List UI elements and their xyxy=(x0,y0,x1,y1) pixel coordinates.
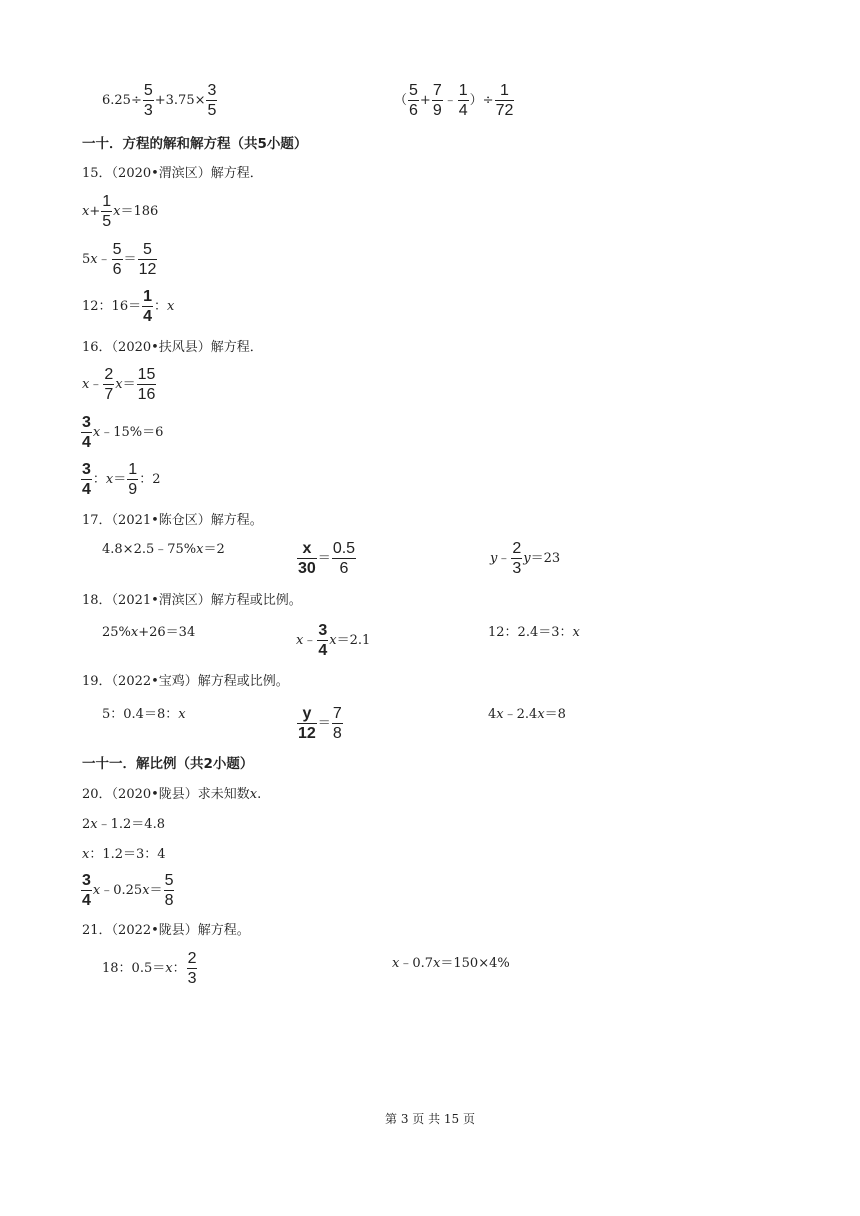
text: ﹣ xyxy=(443,93,457,108)
expr-top-left xyxy=(102,82,218,119)
equation: y ﹣ $\frac{2}{3}$ y ＝23 xyxy=(490,540,561,577)
question-title: 15．（2020•渭滨区）解方程． xyxy=(82,166,263,181)
text: + xyxy=(419,93,431,108)
question-title: 16．（2020•扶风县）解方程． xyxy=(82,340,263,355)
equation: $\frac{x}{30}$ ＝ $\frac{0.5}{6}$ xyxy=(298,540,356,577)
fraction: $\frac{y}{12}$ xyxy=(298,705,316,742)
equation: 5：0.4＝8： x xyxy=(102,707,186,722)
equation: 2 x ﹣1.2＝4.8 xyxy=(82,817,165,832)
fraction: $\frac{5}{6}$ xyxy=(409,82,418,119)
page-footer: 第 3 页 共 15 页 xyxy=(385,1112,475,1126)
equation: $\frac{3}{4}$ x ﹣15%＝6 xyxy=(82,414,164,451)
fraction: $\frac{2}{3}$ xyxy=(187,950,197,987)
fraction: $\frac{x}{30}$ xyxy=(298,540,316,577)
question-title: 19．（2022•宝鸡）解方程或比例。 xyxy=(82,674,289,689)
equation: x ﹣0.7 x ＝150×4% xyxy=(392,956,510,971)
equation: $\frac{3}{4}$ x ﹣0.25 x ＝ $\frac{5}{8}$ xyxy=(82,872,174,909)
fraction: $\frac{1}{5}$ xyxy=(102,193,112,230)
expr-top-right xyxy=(394,82,515,119)
equation: $\frac{y}{12}$ ＝ $\frac{7}{8}$ xyxy=(298,705,342,742)
fraction: $\frac{5}{6}$ xyxy=(112,241,122,278)
fraction: $\frac{1}{4}$ xyxy=(458,82,468,119)
fraction: $\frac{5}{3}$ xyxy=(143,82,153,119)
question-title: 21．（2022•陇县）解方程。 xyxy=(82,923,250,938)
fraction: $\frac{5}{8}$ xyxy=(164,872,174,909)
equation: 4 x ﹣2.4 x ＝8 xyxy=(488,707,566,722)
fraction: $\frac{2}{3}$ xyxy=(512,540,522,577)
equation: 4.8×2.5﹣75% x ＝2 xyxy=(102,542,225,557)
fraction: $\frac{0.5}{6}$ xyxy=(332,540,356,577)
fraction: $\frac{7}{9}$ xyxy=(432,82,442,119)
question-title: 17．（2021•陈仓区）解方程。 xyxy=(82,513,263,528)
fraction: $\frac{3}{4}$ xyxy=(318,622,328,659)
fraction: $\frac{1}{9}$ xyxy=(128,461,138,498)
equation: $\frac{3}{4}$ ： x ＝ $\frac{1}{9}$ ：2 xyxy=(82,461,161,498)
question-title: 20．（2020•陇县）求未知数 x . xyxy=(82,787,262,802)
text: ）÷ xyxy=(469,93,494,108)
equation: 12：2.4＝3： x xyxy=(488,625,580,640)
fraction: $\frac{3}{5}$ xyxy=(207,82,217,119)
text: 6.25÷ xyxy=(102,93,142,108)
text: （ xyxy=(394,93,408,108)
equation: x ：1.2＝3：4 xyxy=(82,847,166,862)
fraction: $\frac{2}{7}$ xyxy=(104,366,114,403)
fraction: $\frac{3}{4}$ xyxy=(82,872,91,909)
fraction: $\frac{3}{4}$ xyxy=(82,414,91,451)
fraction: $\frac{15}{16}$ xyxy=(137,366,156,403)
equation: x + $\frac{1}{5}$ x ＝186 xyxy=(82,193,159,230)
equation: 18：0.5＝ x ： $\frac{2}{3}$ xyxy=(102,950,197,987)
equation: 25% x +26＝34 xyxy=(102,625,196,640)
question-title: 18．（2021•渭滨区）解方程或比例。 xyxy=(82,593,302,608)
fraction: $\frac{1}{4}$ xyxy=(143,288,152,325)
equation: 12：16＝ $\frac{1}{4}$ ： x xyxy=(82,288,175,325)
section-heading: 一十一．解比例（共2小题） xyxy=(82,756,254,772)
fraction: $\frac{7}{8}$ xyxy=(332,705,342,742)
equation: x ﹣ $\frac{3}{4}$ x ＝2.1 xyxy=(296,622,371,659)
text: +3.75× xyxy=(154,93,206,108)
fraction: $\frac{5}{12}$ xyxy=(138,241,157,278)
equation: x ﹣ $\frac{2}{7}$ x ＝ $\frac{15}{16}$ xyxy=(82,366,156,403)
section-heading: 一十．方程的解和解方程（共5小题） xyxy=(82,136,308,152)
fraction: $\frac{3}{4}$ xyxy=(82,461,91,498)
fraction: $\frac{1}{72}$ xyxy=(495,82,514,119)
equation: 5 x ﹣ $\frac{5}{6}$ ＝ $\frac{5}{12}$ xyxy=(82,241,157,278)
